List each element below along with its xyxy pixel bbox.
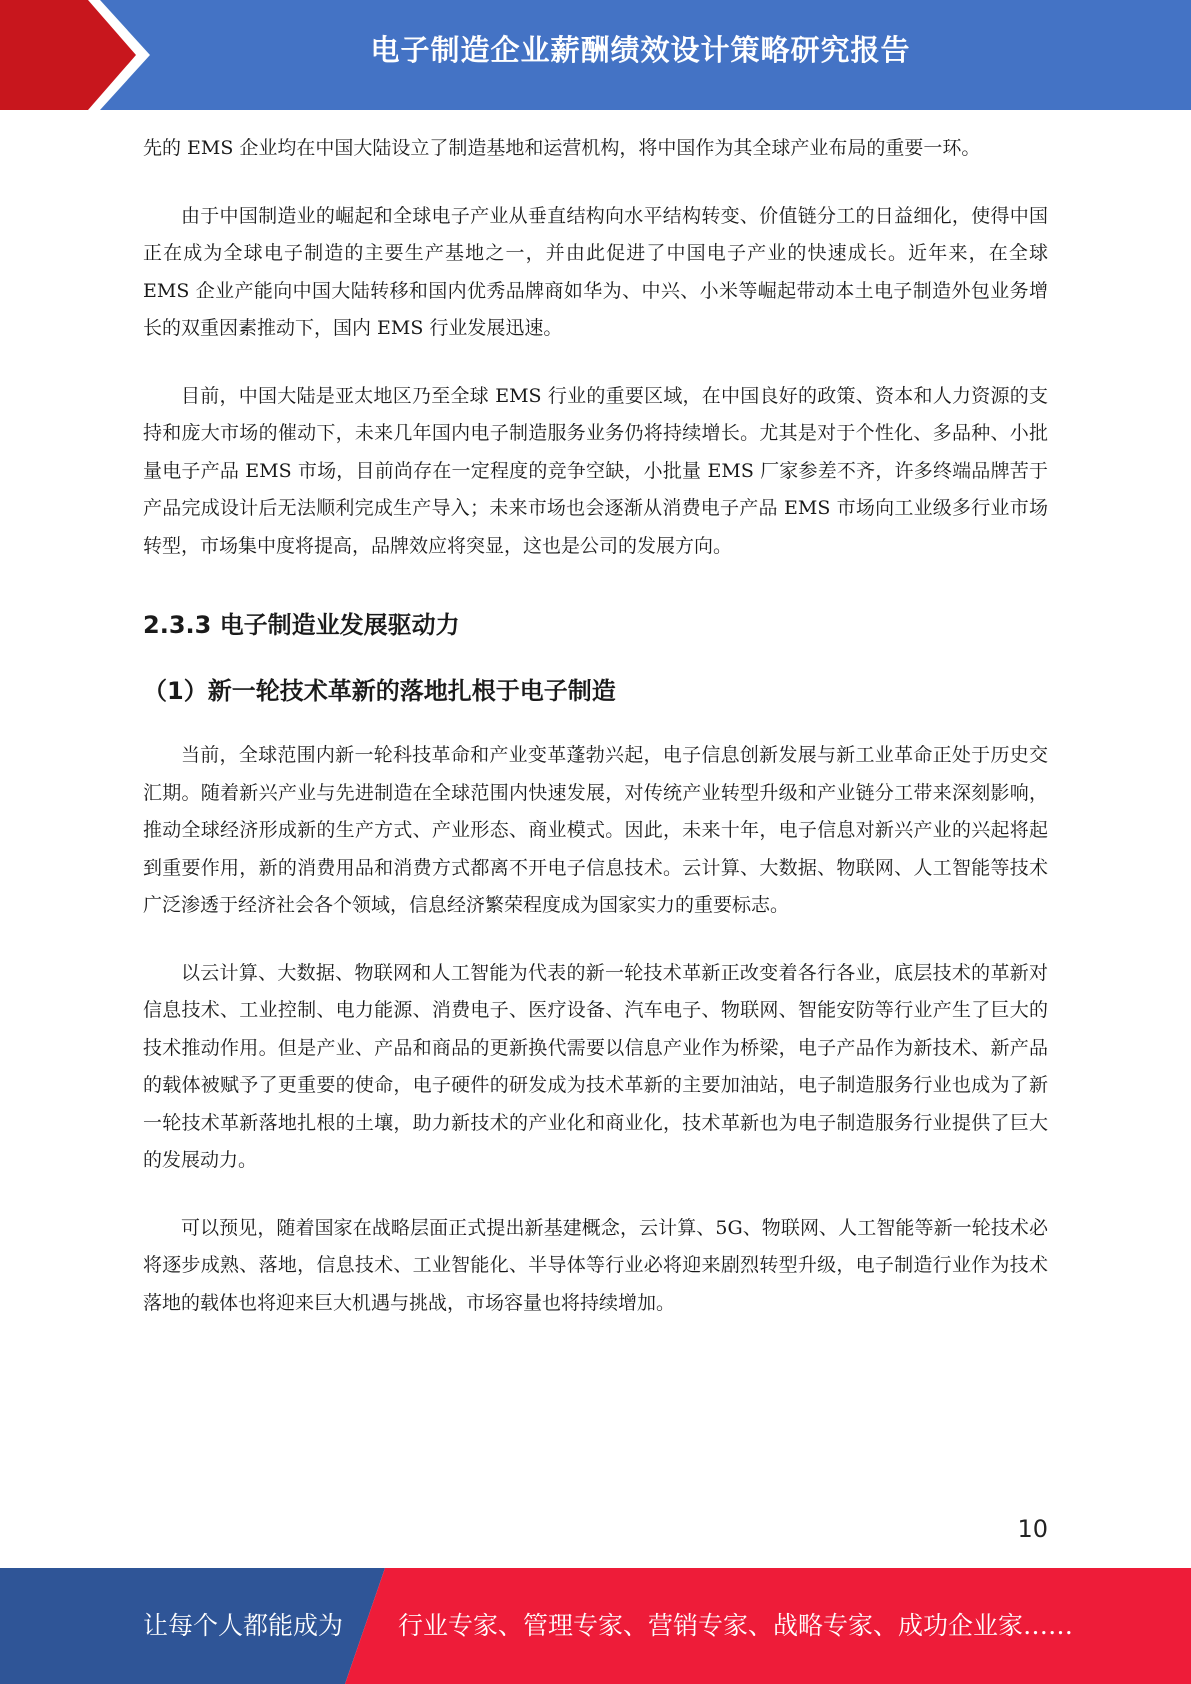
paragraph: 由于中国制造业的崛起和全球电子产业从垂直结构向水平结构转变、价值链分工的日益细化，使得中国正在成为全球电子制造的主要生产基地之一，并由此促进了中国电子产业的快速成长。近年来，在全球 EMS 企业产能向中国大陆转移和国内优秀品牌商如华为、中兴、小米等崛起带动本土电子制造外包业务增长的双重因素推动下，国内 EMS 行业发展迅速。 xyxy=(143,204,1048,339)
header-arrow-decoration xyxy=(0,0,150,110)
page-footer xyxy=(0,1568,1191,1684)
paragraph: 可以预见，随着国家在战略层面正式提出新基建概念，云计算、5G、物联网、人工智能等新一轮技术必将逐步成熟、落地，信息技术、工业智能化、半导体等行业必将迎来剧烈转型升级，电子制造行业作为技术落地的载体也将迎来巨大机遇与挑战，市场容量也将持续增加。 xyxy=(143,1216,1048,1314)
paragraph: 以云计算、大数据、物联网和人工智能为代表的新一轮技术革新正改变着各行各业，底层技术的革新对信息技术、工业控制、电力能源、消费电子、医疗设备、汽车电子、物联网、智能安防等行业产生了巨大的技术推动作用。但是产业、产品和商品的更新换代需要以信息产业作为桥梁，电子产品作为新技术、新产品的载体被赋予了更重要的使命，电子硬件的研发成为技术革新的主要加油站，电子制造服务行业也成为了新一轮技术革新落地扎根的土壤，助力新技术的产业化和商业化，技术革新也为电子制造服务行业提供了巨大的发展动力。 xyxy=(143,961,1048,1171)
page-number: 10 xyxy=(1017,1515,1048,1543)
paragraph-continuation: 先的 EMS 企业均在中国大陆设立了制造基地和运营机构，将中国作为其全球产业布局的重要一环。 xyxy=(143,137,981,159)
paragraph: 当前，全球范围内新一轮科技革命和产业变革蓬勃兴起，电子信息创新发展与新工业革命正处于历史交汇期。随着新兴产业与先进制造在全球范围内快速发展，对传统产业转型升级和产业链分工带来深刻影响，推动全球经济形成新的生产方式、产业形态、商业模式。因此，未来十年，电子信息对新兴产业的兴起将起到重要作用，新的消费用品和消费方式都离不开电子信息技术。云计算、大数据、物联网、人工智能等技术广泛渗透于经济社会各个领域，信息经济繁荣程度成为国家实力的重要标志。 xyxy=(143,744,1048,916)
subsection-heading: （1）新一轮技术革新的落地扎根于电子制造 xyxy=(143,677,616,705)
document-body xyxy=(143,130,1048,1352)
footer-slogan-left: 让每个人都能成为 xyxy=(143,1611,344,1640)
section-heading: 2.3.3 电子制造业发展驱动力 xyxy=(143,611,460,639)
paragraph: 目前，中国大陆是亚太地区乃至全球 EMS 行业的重要区域，在中国良好的政策、资本和人力资源的支持和庞大市场的催动下，未来几年国内电子制造服务业务仍将持续增长。尤其是对于个性化、多品种、小批量电子产品 EMS 市场，目前尚存在一定程度的竞争空缺，小批量 EMS 厂家参差不齐，许多终端品牌苦于产品完成设计后无法顺利完成生产导入；未来市场也会逐渐从消费电子产品 EMS 市场向工业级多行业市场转型，市场集中度将提高，品牌效应将突显，这也是公司的发展方向。 xyxy=(143,384,1048,557)
page-header xyxy=(0,0,1191,110)
footer-slogan-right: 行业专家、管理专家、营销专家、战略专家、成功企业家…… xyxy=(398,1611,1074,1640)
header-title: 电子制造企业薪酬绩效设计策略研究报告 xyxy=(370,33,911,67)
